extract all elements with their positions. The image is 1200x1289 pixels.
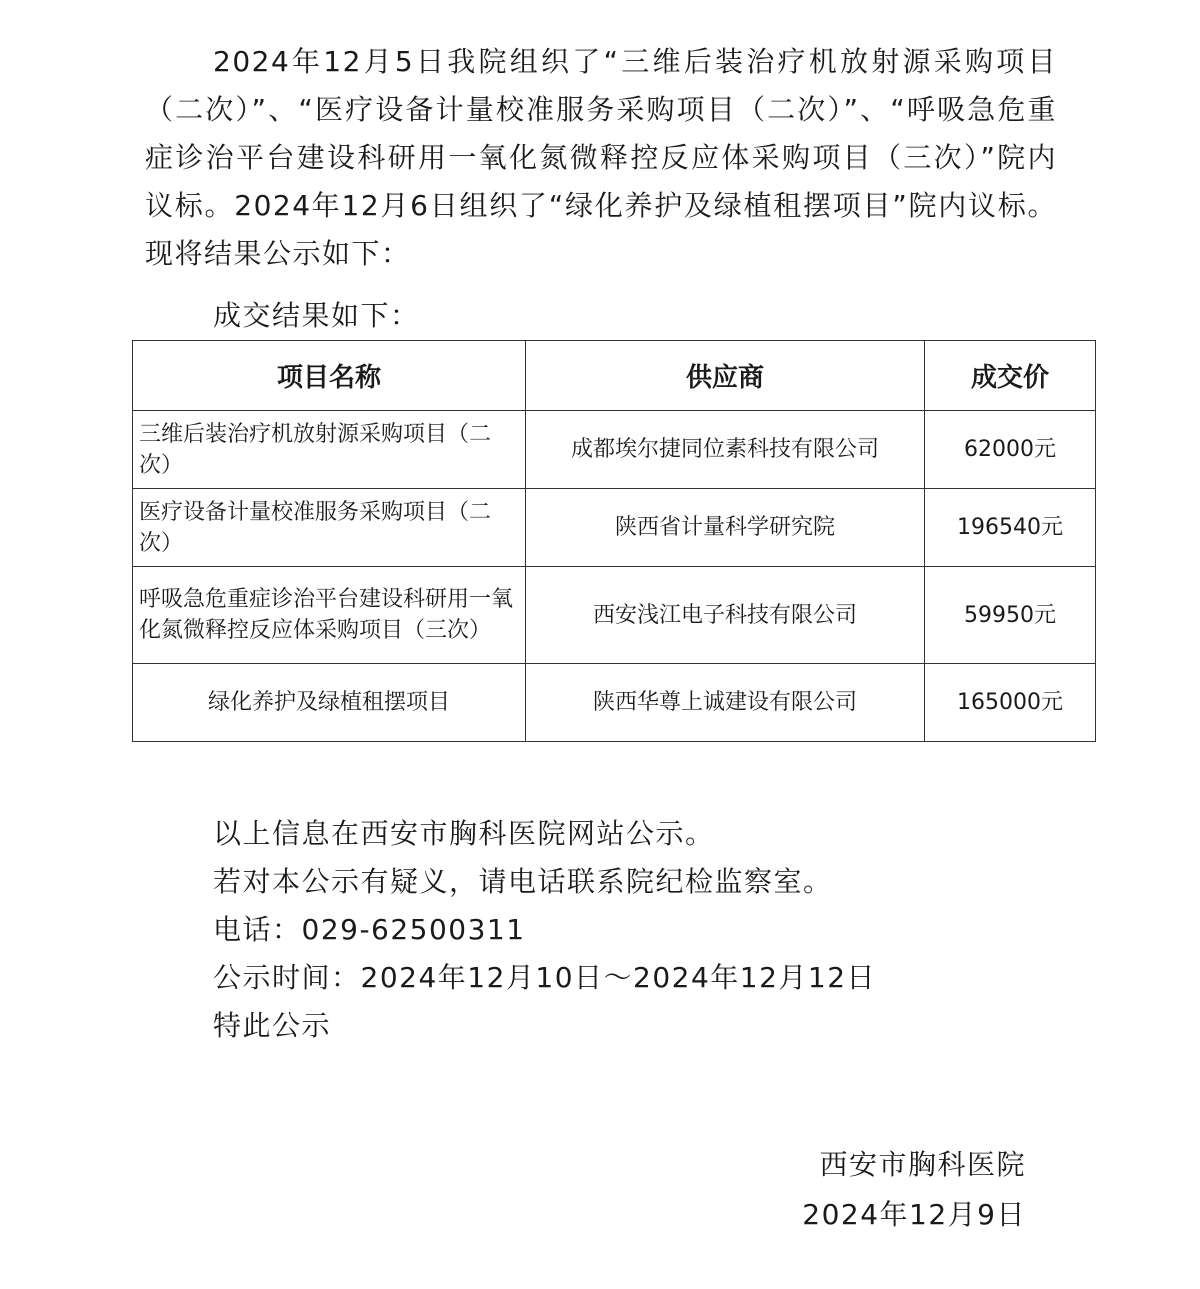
header-price: 成交价 — [925, 341, 1096, 411]
header-supplier: 供应商 — [526, 341, 925, 411]
notice-period-line: 公示时间：2024年12月10日～2024年12月12日 — [213, 961, 877, 994]
cell-project-name: 医疗设备计量校准服务采购项目（二次） — [133, 489, 526, 567]
table-row — [133, 664, 1096, 742]
header-project-name: 项目名称 — [133, 341, 526, 411]
table-header-row — [133, 341, 1096, 411]
signature-org: 西安市胸科医院 — [819, 1148, 1026, 1181]
cell-price: 59950元 — [925, 567, 1096, 664]
result-table — [132, 340, 1096, 742]
cell-supplier: 成都埃尔捷同位素科技有限公司 — [526, 411, 925, 489]
cell-project-name: 绿化养护及绿植租摆项目 — [133, 664, 526, 742]
cell-price: 165000元 — [925, 664, 1096, 742]
signature-date: 2024年12月9日 — [802, 1198, 1026, 1231]
cell-price: 196540元 — [925, 489, 1096, 567]
notice-contact-line: 若对本公示有疑义，请电话联系院纪检监察室。 — [213, 865, 833, 898]
intro-paragraph: 2024年12月5日我院组织了“三维后装治疗机放射源采购项目（二次）”、“医疗设备计量校准服务采购项目（二次）”、“呼吸急危重症诊治平台建设科研用一氧化氮微释控反应体采购项目（三次）”院内议标。2024年12月6日组织了“绿化养护及绿植租摆项目”院内议标。现将结果公示如下： — [145, 45, 1057, 270]
result-heading: 成交结果如下： — [213, 299, 420, 332]
cell-project-name: 三维后装治疗机放射源采购项目（二次） — [133, 411, 526, 489]
table-row — [133, 489, 1096, 567]
cell-supplier: 陕西华尊上诚建设有限公司 — [526, 664, 925, 742]
notice-block — [213, 810, 876, 1050]
table-row — [133, 567, 1096, 664]
cell-project-name: 呼吸急危重症诊治平台建设科研用一氧化氮微释控反应体采购项目（三次） — [133, 567, 526, 664]
notice-closing-line: 特此公示 — [213, 1009, 332, 1042]
signature-block — [802, 1140, 1026, 1240]
cell-price: 62000元 — [925, 411, 1096, 489]
notice-website-line: 以上信息在西安市胸科医院网站公示。 — [213, 817, 715, 850]
cell-supplier: 西安浅江电子科技有限公司 — [526, 567, 925, 664]
table-row — [133, 411, 1096, 489]
cell-supplier: 陕西省计量科学研究院 — [526, 489, 925, 567]
notice-phone-line: 电话：029-62500311 — [213, 913, 526, 946]
